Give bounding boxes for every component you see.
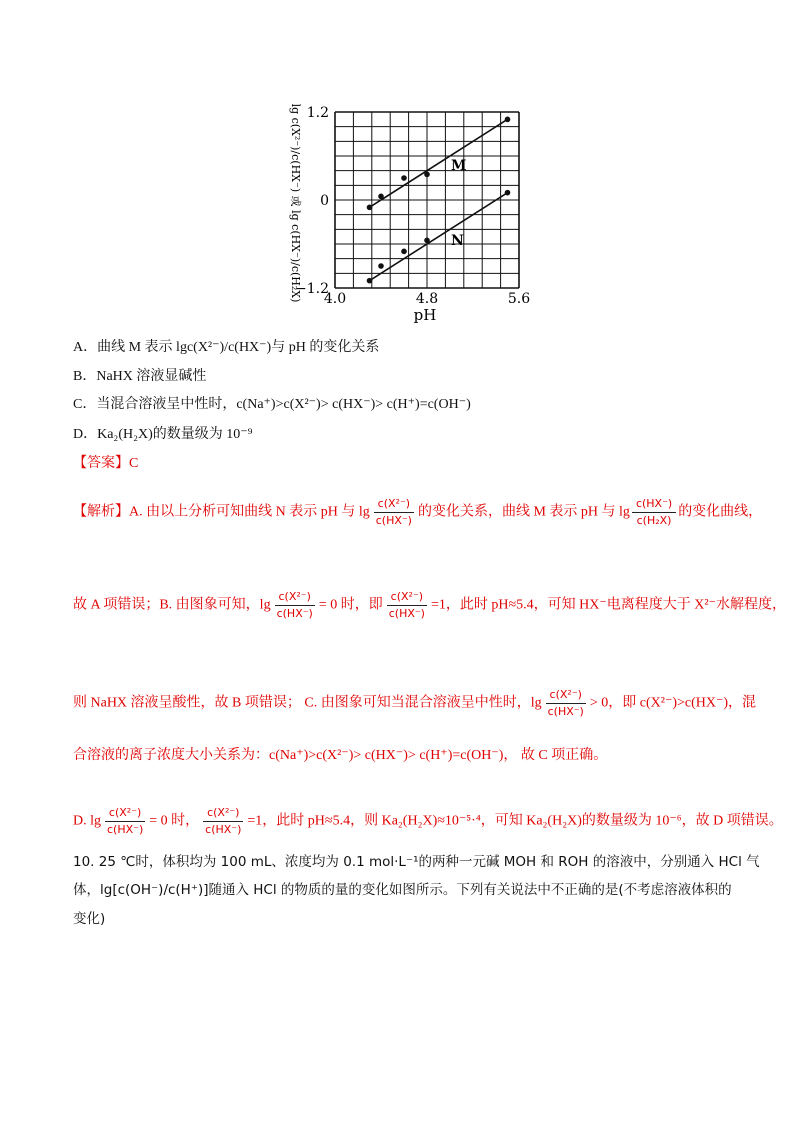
question-10-line-3: 变化) <box>73 911 106 927</box>
answer-value: C <box>129 456 139 471</box>
analysis-line-1 <box>73 497 762 528</box>
analysis-text: > 0，即 c(X²⁻)>c(HX⁻)，混 <box>589 695 757 711</box>
data-point-N <box>424 238 430 244</box>
analysis-text: 故 A 项错误；B. 由图象可知，lg <box>73 597 271 613</box>
analysis-text: =1，此时 pH≈5.4，可知 HX⁻电离程度大于 X²⁻水解程度， <box>430 597 786 613</box>
fraction <box>201 806 245 837</box>
analysis-text: =1，此时 pH≈5.4，则 Ka₂(H₂X)≈10⁻⁵·⁴，可知 Ka₂(H₂X)的数量级为 10⁻⁶，故 D 项错误。 <box>247 813 783 829</box>
data-point-M <box>378 194 384 200</box>
y-axis-label: lg c(X²⁻)/c(HX⁻) 或 lg c(HX⁻)/c(H₂X) <box>289 103 302 303</box>
fraction-numerator: c(X²⁻) <box>275 590 315 606</box>
x-tick-label: 5.6 <box>507 291 531 307</box>
data-point-N <box>367 278 373 284</box>
data-point-N <box>378 263 384 269</box>
fraction <box>385 590 429 621</box>
data-point-M <box>367 205 373 211</box>
data-point-M <box>401 175 407 181</box>
fraction <box>544 688 588 719</box>
series-label-M: M <box>451 158 467 174</box>
question-10-line-2: 体，lg[c(OH⁻)/c(H⁺)]随通入 HCl 的物质的量的变化如图所示。下列有关说法中不正确的是(不考虑溶液体积的 <box>73 882 732 898</box>
analysis-line-5 <box>73 806 783 837</box>
x-axis-label: pH <box>413 306 437 324</box>
fraction-numerator: c(HX⁻) <box>632 497 676 513</box>
analysis-text: = 0 时，即 <box>318 597 383 613</box>
chart-ticks <box>295 105 530 307</box>
fraction-denominator: c(HX⁻) <box>205 823 242 836</box>
chart-grid <box>335 112 519 288</box>
answer-label: 【答案】 <box>73 456 129 471</box>
fraction-denominator: c(HX⁻) <box>107 823 144 836</box>
question-10-line-1: 10. 25 ℃时，体积均为 100 mL、浓度均为 0.1 mol·L⁻¹的两种一元碱 MOH 和 ROH 的溶液中，分别通入 HCl 气 <box>73 854 760 870</box>
y-tick-label: 1.2 <box>306 105 329 121</box>
data-point-M <box>505 117 511 123</box>
analysis-label: 【解析】 <box>73 504 129 520</box>
answer-line <box>73 454 138 474</box>
fraction-numerator: c(X²⁻) <box>374 497 414 513</box>
data-point-N <box>505 190 511 196</box>
analysis-text: A. 由以上分析可知曲线 N 表示 pH 与 lg <box>129 504 370 520</box>
fraction-denominator: c(HX⁻) <box>547 705 584 718</box>
analysis-text: 的变化曲线， <box>678 504 763 520</box>
analysis-line-4: 合溶液的离子浓度大小关系为：c(Na⁺)>c(X²⁻)> c(HX⁻)> c(H⁺)=c(OH⁻)， 故 C 项正确。 <box>73 748 608 763</box>
data-point-N <box>401 249 407 255</box>
data-point-M <box>424 172 430 178</box>
series-label-N: N <box>451 233 464 249</box>
fraction <box>273 590 317 621</box>
x-tick-label: 4.8 <box>415 291 439 307</box>
analysis-line-3 <box>73 688 756 719</box>
y-tick-label: 0 <box>320 193 329 209</box>
option-d: D．Ka₂(H₂X)的数量级为 10⁻⁹ <box>73 427 253 442</box>
fraction <box>103 806 147 837</box>
analysis-line-2 <box>73 590 786 621</box>
option-a: A．曲线 M 表示 lgc(X²⁻)/c(HX⁻)与 pH 的变化关系 <box>73 340 380 355</box>
fraction-numerator: c(X²⁻) <box>387 590 427 606</box>
x-tick-label: 4.0 <box>323 291 347 307</box>
analysis-text: = 0 时， <box>149 813 200 829</box>
fraction <box>372 497 416 528</box>
analysis-text: 的变化关系，曲线 M 表示 pH 与 lg <box>417 504 630 520</box>
fraction-denominator: c(HX⁻) <box>388 607 425 620</box>
option-c: C．当混合溶液呈中性时，c(Na⁺)>c(X²⁻)> c(HX⁻)> c(H⁺)=c(OH⁻) <box>73 397 471 412</box>
y-tick-label: −1.2 <box>295 281 329 297</box>
ph-line-chart <box>262 98 552 328</box>
fraction-denominator: c(HX⁻) <box>276 607 313 620</box>
fraction-numerator: c(X²⁻) <box>203 806 243 822</box>
analysis-text: 则 NaHX 溶液呈酸性，故 B 项错误； C. 由图象可知当混合溶液呈中性时，lg <box>73 695 542 711</box>
fraction-numerator: c(X²⁻) <box>105 806 145 822</box>
option-b: B．NaHX 溶液显碱性 <box>73 369 207 384</box>
fraction <box>632 497 676 528</box>
fraction-denominator: c(H₂X) <box>636 514 672 527</box>
analysis-text: D. lg <box>73 813 101 829</box>
fraction-numerator: c(X²⁻) <box>546 688 586 704</box>
fraction-denominator: c(HX⁻) <box>375 514 412 527</box>
